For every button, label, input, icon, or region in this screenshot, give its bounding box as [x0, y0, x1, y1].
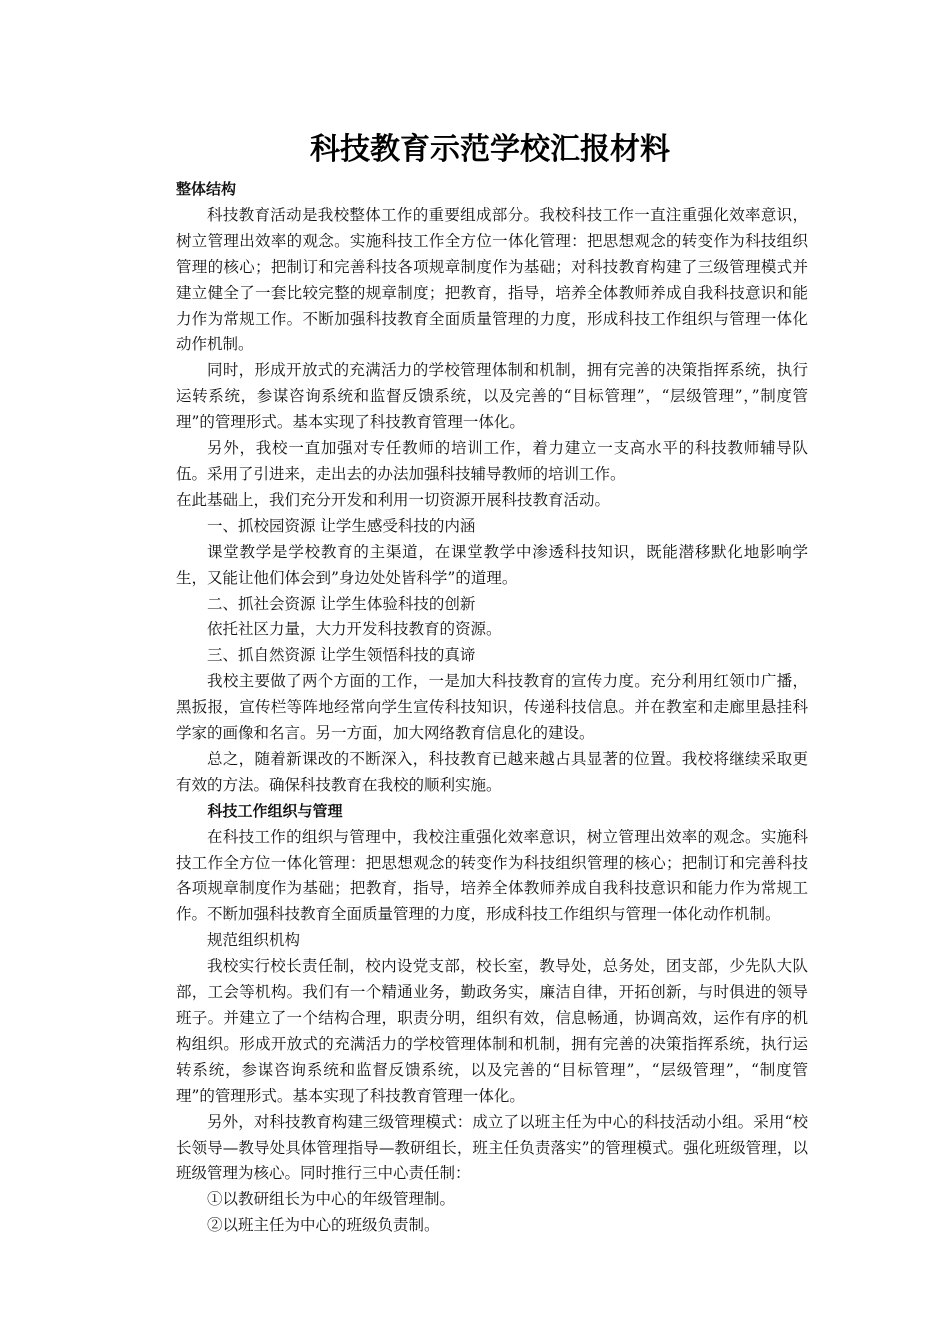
paragraph: 在科技工作的组织与管理中，我校注重强化效率意识，树立管理出效率的观念。实施科技工作全方位一体化管理：把思想观念的转变作为科技组织管理的核心；把制订和完善科技各项规章制度作为基础；把教育，指导，培养全体教师养成自我科技意识和能力作为常规工作。不断加强科技教育全面质量管理的力度，形成科技工作组织与管理一体化动作机制。 — [176, 827, 808, 924]
paragraph: 总之，随着新课改的不断深入，科技教育已越来越占具显著的位置。我校将继续采取更有效的方法。确保科技教育在我校的顺利实施。 — [176, 749, 808, 794]
paragraph: 依托社区力量，大力开发科技教育的资源。 — [207, 620, 502, 639]
paragraph: 规范组织机构 — [207, 931, 301, 950]
paragraph: 另外，我校一直加强对专任教师的培训工作，着力建立一支高水平的科技教师辅导队伍。采用了引进来，走出去的办法加强科技辅导教师的培训工作。 — [176, 439, 808, 483]
paragraph: 我校主要做了两个方面的工作，一是加大科技教育的宣传力度。充分利用红领巾广播，黑扳报，宣传栏等阵地经常向学生宣传科技知识，传递科技信息。并在教室和走廊里悬挂科学家的画像和名言。另一方面，加大网络教育信息化的建设。 — [176, 672, 808, 743]
paragraph: 二、抓社会资源 让学生体验科技的创新 — [207, 594, 476, 613]
document-body — [176, 177, 808, 1239]
paragraph: ①以教研组长为中心的年级管理制。 — [207, 1190, 456, 1209]
paragraph: 课堂教学是学校教育的主渠道，在课堂教学中渗透科技知识，既能潜移默化地影响学生，又能让他们体会到”身边处处皆科学”的道理。 — [176, 542, 808, 587]
paragraph: 我校实行校长责任制，校内设党支部，校长室，教导处，总务处，团支部，少先队大队部，工会等机构。我们有一个精通业务，勤政务实，廉洁自律，开拓创新，与时俱进的领导班子。并建立了一个结构合理，职责分明，组织有效，信息畅通，协调高效，运作有序的机构组织。形成开放式的充满活力的学校管理体制和机制，拥有完善的决策指挥系统，执行运转系统，参谋咨询系统和监督反馈系统，以及完善的“目标管理”，“层级管理”，“制度管理”的管理形式。基本实现了科技教育管理一体化。 — [176, 957, 808, 1105]
section-heading: 整体结构 — [176, 180, 237, 198]
section-heading: 科技工作组织与管理 — [207, 801, 343, 820]
paragraph: ②以班主任为中心的班级负责制。 — [207, 1216, 440, 1235]
page-title: 科技教育示范学校汇报材料 — [310, 132, 670, 167]
paragraph: 同时，形成开放式的充满活力的学校管理体制和机制，拥有完善的决策指挥系统，执行运转系统，参谋咨询系统和监督反馈系统，以及完善的“目标管理”，“层级管理”，”制度管理”的管理形式。基本实现了科技教育管理一体化。 — [176, 361, 808, 432]
paragraph: 三、抓自然资源 让学生领悟科技的真谛 — [207, 646, 476, 665]
paragraph: 一、抓校园资源 让学生感受科技的内涵 — [207, 516, 476, 535]
paragraph: 在此基础上，我们充分开发和利用一切资源开展科技教育活动。 — [176, 490, 611, 509]
paragraph: 另外，对科技教育构建三级管理模式：成立了以班主任为中心的科技活动小组。采用“校长领导—教导处具体管理指导—教研组长，班主任负责落实”的管理模式。强化班级管理，以班级管理为核心。同时推行三中心责任制： — [176, 1112, 808, 1183]
paragraph: 科技教育活动是我校整体工作的重要组成部分。我校科技工作一直注重强化效率意识，树立管理出效率的观念。实施科技工作全方位一体化管理：把思想观念的转变作为科技组织管理的核心；把制订和完善科技各项规章制度作为基础；对科技教育构建了三级管理模式并建立健全了一套比较完整的规章制度；把教育，指导，培养全体教师养成自我科技意识和能力作为常规工作。不断加强科技教育全面质量管理的力度，形成科技工作组织与管理一体化动作机制。 — [176, 205, 808, 354]
